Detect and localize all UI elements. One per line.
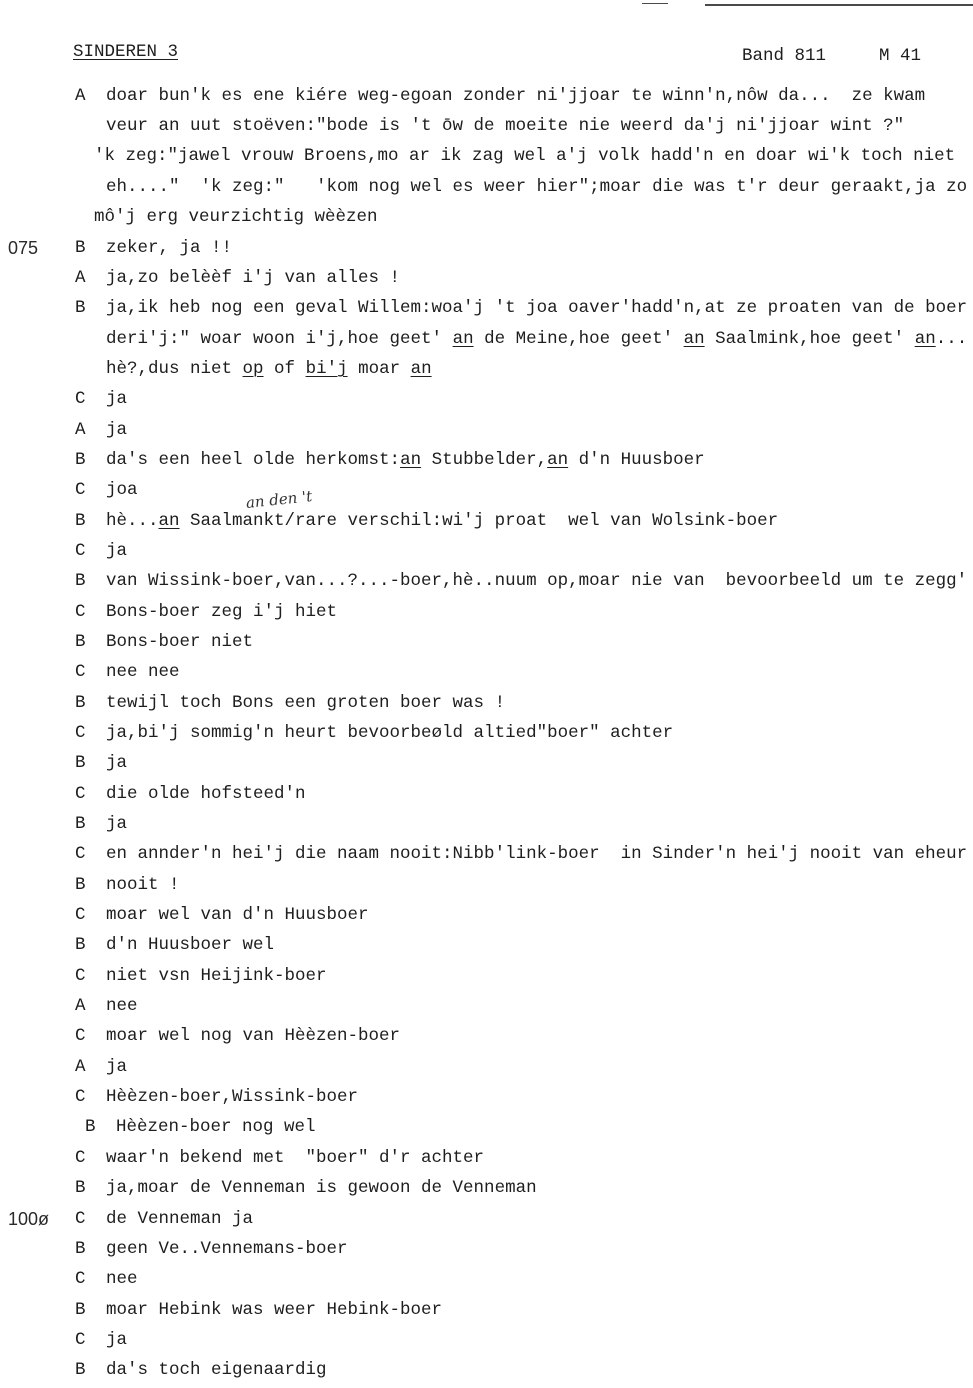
utterance-text: ja,moar de Venneman is gewoon de Venneman xyxy=(106,1178,537,1199)
transcript-line xyxy=(0,900,973,930)
utterance-text: de Venneman ja xyxy=(106,1208,254,1229)
utterance-text: ja xyxy=(106,540,128,561)
utterance-text: Bons-boer niet xyxy=(106,631,254,652)
utterance-text: ja xyxy=(106,419,128,440)
speaker-label: B xyxy=(75,692,86,713)
text-segment: hè... xyxy=(106,510,159,531)
transcript-line xyxy=(0,445,973,475)
utterance-text: die olde hofsteed'n xyxy=(106,783,306,804)
transcript-line xyxy=(0,748,973,778)
transcript-line xyxy=(0,111,973,141)
speaker-label: B xyxy=(75,298,86,319)
utterance-text: waar'n bekend met "boer" d'r achter xyxy=(106,1147,485,1168)
utterance-text: en annder'n hei'j die naam nooit:Nibb'link-boer in Sinder'n hei'j nooit van eheur xyxy=(106,844,968,865)
utterance-text: tewijl toch Bons een groten boer was ! xyxy=(106,692,506,713)
transcript-line xyxy=(0,991,973,1021)
speaker-label: C xyxy=(75,965,86,986)
text-segment: de Meine,hoe geet' xyxy=(473,328,684,349)
transcript-line xyxy=(0,1325,973,1355)
underlined-word: an xyxy=(452,328,474,349)
text-segment: hè?,dus niet xyxy=(106,358,243,379)
underlined-word: an xyxy=(400,449,422,470)
speaker-label: B xyxy=(75,449,86,470)
page-edge-mark xyxy=(642,3,668,4)
utterance-text xyxy=(106,506,973,536)
transcript-line xyxy=(0,1112,973,1142)
utterance-text xyxy=(106,324,973,354)
transcript-line xyxy=(0,1264,973,1294)
utterance-text: ja xyxy=(106,814,128,835)
utterance-text: ja xyxy=(106,389,128,410)
utterance-text: Hèèzen-boer,Wissink-boer xyxy=(106,1087,359,1108)
text-segment: da's een heel olde herkomst: xyxy=(106,449,401,470)
speaker-label: C xyxy=(75,1087,86,1108)
sheet-number: M 41 xyxy=(879,46,922,66)
speaker-label: A xyxy=(75,996,86,1017)
speaker-label: C xyxy=(75,1269,86,1290)
speaker-label: A xyxy=(75,85,86,106)
transcript-line xyxy=(0,1021,973,1051)
speaker-label: C xyxy=(75,1329,86,1350)
utterance-text: van Wissink-boer,van...?...-boer,hè..nuum op,moar nie van bevoorbeeld um te zegg' xyxy=(106,571,968,592)
speaker-label: C xyxy=(75,1147,86,1168)
transcript-line xyxy=(0,930,973,960)
transcript-line xyxy=(0,688,973,718)
utterance-text: moar wel nog van Hèèzen-boer xyxy=(106,1026,401,1047)
speaker-label: B xyxy=(75,753,86,774)
speaker-label: B xyxy=(75,1299,86,1320)
utterance-text: da's toch eigenaardig xyxy=(106,1360,327,1381)
utterance-text: eh...." 'k zeg:" 'kom nog wel es weer hier";moar die was t'r deur geraakt,ja zo xyxy=(106,176,968,197)
transcript-line xyxy=(0,263,973,293)
speaker-label: C xyxy=(75,844,86,865)
transcript-line xyxy=(0,1355,973,1385)
transcript-line xyxy=(0,536,973,566)
underlined-word: an xyxy=(547,449,569,470)
utterance-text xyxy=(106,445,973,475)
utterance-text: d'n Huusboer wel xyxy=(106,935,275,956)
utterance-text: ja,zo belèèf i'j van alles ! xyxy=(106,267,401,288)
utterance-text: nee nee xyxy=(106,662,180,683)
transcript-line xyxy=(0,172,973,202)
utterance-text: doar bun'k es ene kiére weg-egoan zonder ni'jjoar te winn'n,nôw da... ze kwam xyxy=(106,85,926,106)
transcript-line xyxy=(0,961,973,991)
transcript-line xyxy=(0,809,973,839)
speaker-label: B xyxy=(85,1117,96,1138)
transcript-line xyxy=(0,839,973,869)
speaker-label: C xyxy=(75,540,86,561)
transcript-line xyxy=(0,324,973,354)
underlined-word: an xyxy=(914,328,936,349)
transcript-line xyxy=(0,141,973,171)
utterance-text: geen Ve..Vennemans-boer xyxy=(106,1238,348,1259)
margin-counter: 075 xyxy=(8,237,39,258)
transcript-line xyxy=(0,384,973,414)
speaker-label: A xyxy=(75,267,86,288)
utterance-text: ja,bi'j sommig'n heurt bevoorbeøld altied"boer" achter xyxy=(106,723,674,744)
utterance-text: mô'j erg veurzichtig wèèzen xyxy=(94,207,378,228)
transcript-line xyxy=(0,566,973,596)
underlined-word: bi'j xyxy=(305,358,348,379)
utterance-text: zeker, ja !! xyxy=(106,237,233,258)
speaker-label: B xyxy=(75,1360,86,1381)
transcript-line xyxy=(0,354,973,384)
transcript-line xyxy=(0,1082,973,1112)
utterance-text: Bons-boer zeg i'j hiet xyxy=(106,601,338,622)
transcript-line xyxy=(0,1143,973,1173)
utterance-text: moar wel van d'n Huusboer xyxy=(106,905,369,926)
utterance-text: nooit ! xyxy=(106,874,180,895)
speaker-label: C xyxy=(75,1026,86,1047)
transcript-line xyxy=(0,657,973,687)
transcript-line xyxy=(0,1295,973,1325)
utterance-text: ja,ik heb nog een geval Willem:woa'j 't joa oaver'hadd'n,at ze proaten van de boer xyxy=(106,298,968,319)
speaker-label: B xyxy=(75,935,86,956)
handwritten-correction: an den 't xyxy=(245,487,314,512)
speaker-label: C xyxy=(75,1208,86,1229)
text-segment: Saalmankt/rare verschil:wi'j proat wel van Wolsink-boer xyxy=(179,510,779,531)
text-segment: deri'j:" woar woon i'j,hoe geet' xyxy=(106,328,453,349)
speaker-label: C xyxy=(75,662,86,683)
document-title: SINDEREN 3 xyxy=(73,42,179,62)
speaker-label: B xyxy=(75,510,86,531)
text-segment: moar xyxy=(347,358,411,379)
speaker-label: C xyxy=(75,783,86,804)
transcript xyxy=(0,81,973,1386)
speaker-label: A xyxy=(75,1056,86,1077)
speaker-label: C xyxy=(75,389,86,410)
text-segment: ... xyxy=(935,328,968,349)
transcript-line xyxy=(0,506,973,536)
utterance-text: niet vsn Heijink-boer xyxy=(106,965,327,986)
transcript-line xyxy=(0,475,973,505)
speaker-label: B xyxy=(75,237,86,258)
underlined-word: an xyxy=(410,358,432,379)
transcript-line xyxy=(0,233,973,263)
utterance-text: Hèèzen-boer nog wel xyxy=(116,1117,316,1138)
utterance-text xyxy=(106,354,973,384)
speaker-label: B xyxy=(75,631,86,652)
text-segment: Saalmink,hoe geet' xyxy=(704,328,915,349)
speaker-label: B xyxy=(75,814,86,835)
transcript-line xyxy=(0,1052,973,1082)
utterance-text: ja xyxy=(106,753,128,774)
transcript-line xyxy=(0,627,973,657)
page-edge-line xyxy=(705,4,973,6)
speaker-label: B xyxy=(75,1238,86,1259)
utterance-text: ja xyxy=(106,1056,128,1077)
speaker-label: B xyxy=(75,874,86,895)
transcript-line xyxy=(0,597,973,627)
transcript-line xyxy=(0,81,973,111)
transcript-line xyxy=(0,1173,973,1203)
speaker-label: C xyxy=(75,723,86,744)
transcript-line xyxy=(0,202,973,232)
utterance-text: 'k zeg:"jawel vrouw Broens,mo ar ik zag wel a'j volk hadd'n en doar wi'k toch niet xyxy=(94,146,956,167)
transcript-line xyxy=(0,415,973,445)
text-segment: d'n Huusboer xyxy=(568,449,705,470)
speaker-label: C xyxy=(75,480,86,501)
transcript-line xyxy=(0,718,973,748)
speaker-label: B xyxy=(75,1178,86,1199)
utterance-text: joa xyxy=(106,480,138,501)
utterance-text: nee xyxy=(106,996,138,1017)
margin-counter: 100ø xyxy=(8,1208,50,1229)
transcript-line xyxy=(0,779,973,809)
utterance-text: nee xyxy=(106,1269,138,1290)
transcript-line xyxy=(0,293,973,323)
text-segment: of xyxy=(263,358,306,379)
utterance-text: ja xyxy=(106,1329,128,1350)
band-number: Band 811 xyxy=(742,46,827,66)
utterance-text: moar Hebink was weer Hebink-boer xyxy=(106,1299,443,1320)
speaker-label: C xyxy=(75,601,86,622)
text-segment: Stubbelder, xyxy=(421,449,548,470)
transcript-line xyxy=(0,1234,973,1264)
underlined-word: an xyxy=(158,510,180,531)
underlined-word: op xyxy=(242,358,264,379)
transcript-line xyxy=(0,1204,973,1234)
speaker-label: B xyxy=(75,571,86,592)
utterance-text: veur an uut stoëven:"bode is 't ōw de moeite nie weerd da'j ni'jjoar wint ?" xyxy=(106,116,905,137)
underlined-word: an xyxy=(683,328,705,349)
transcript-line xyxy=(0,870,973,900)
speaker-label: A xyxy=(75,419,86,440)
speaker-label: C xyxy=(75,905,86,926)
